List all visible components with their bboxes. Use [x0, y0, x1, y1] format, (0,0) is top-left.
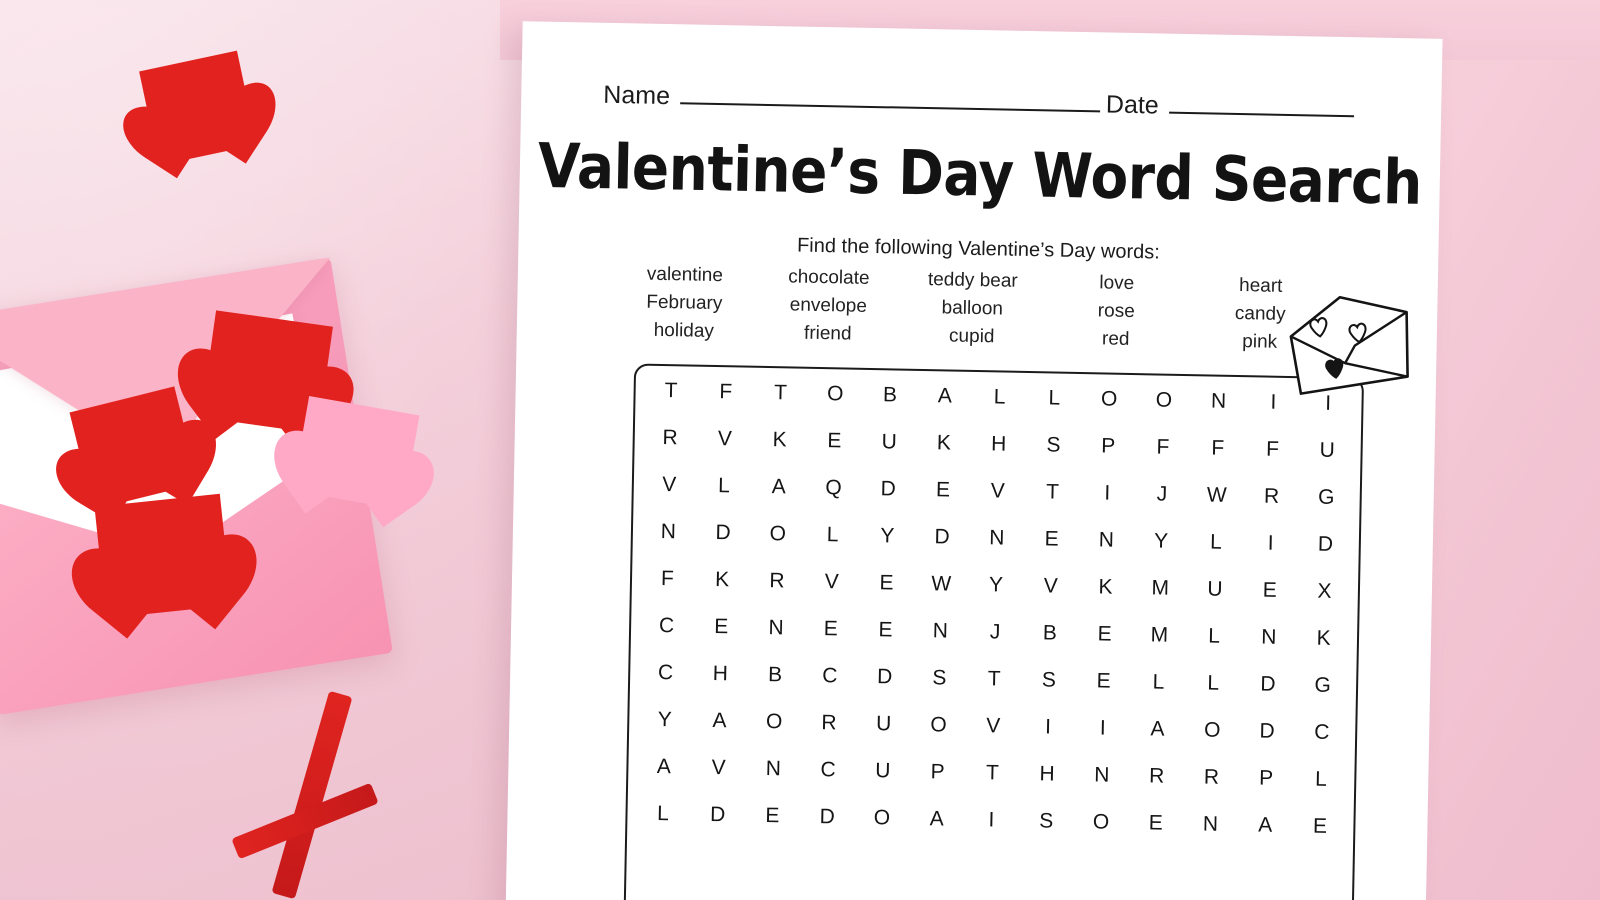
grid-cell[interactable]: A [771, 475, 786, 499]
grid-cell[interactable]: D [934, 525, 950, 549]
word-list [612, 263, 1333, 355]
grid-cell[interactable]: U [875, 712, 892, 736]
grid-cell[interactable]: O [873, 806, 891, 830]
name-label: Name [603, 80, 671, 111]
grid-cell[interactable]: I [1044, 715, 1052, 739]
grid-cell[interactable]: A [1258, 813, 1273, 837]
word-item: love [1099, 272, 1135, 295]
grid-cell[interactable]: N [1094, 763, 1110, 787]
grid-cell[interactable]: O [765, 710, 783, 734]
decorative-heart-small [139, 51, 257, 166]
grid-cell[interactable]: K [1316, 626, 1331, 650]
grid-cell[interactable]: K [1098, 575, 1113, 599]
word-item: envelope [789, 294, 868, 317]
grid-cell[interactable]: O [826, 382, 844, 406]
grid-cell[interactable]: Y [880, 524, 895, 548]
grid-cell[interactable]: B [882, 383, 898, 407]
grid-cell[interactable]: O [1203, 718, 1221, 742]
grid-cell[interactable]: E [935, 478, 951, 502]
name-write-line[interactable] [680, 101, 1100, 112]
grid-cell[interactable]: F [719, 380, 733, 404]
grid-cell[interactable]: Y [657, 707, 672, 732]
grid-cell[interactable]: V [824, 570, 839, 594]
grid-cell[interactable]: C [657, 660, 674, 685]
grid-cell[interactable]: I [1270, 390, 1277, 414]
instructions: Find the following Valentine’s Day words: [796, 234, 1161, 264]
grid-cell[interactable]: E [1148, 811, 1163, 835]
grid-cell[interactable]: O [1100, 387, 1118, 411]
grid-cell[interactable]: S [1038, 809, 1054, 833]
grid-cell[interactable]: D [880, 477, 897, 501]
grid-cell[interactable]: N [932, 619, 949, 643]
grid-cell[interactable]: A [1150, 717, 1165, 741]
word-item: candy [1234, 302, 1286, 325]
grid-cell[interactable]: D [819, 805, 835, 829]
grid-cell[interactable]: L [1208, 624, 1221, 648]
grid-cell[interactable]: D [1317, 532, 1334, 556]
grid-cell[interactable]: T [664, 379, 678, 403]
grid-cell[interactable]: N [765, 757, 782, 781]
grid-cell[interactable]: L [993, 385, 1006, 409]
envelope-with-hearts-doodle [1278, 281, 1428, 414]
grid-cell[interactable]: E [879, 571, 894, 595]
date-label: Date [1105, 90, 1159, 120]
grid-cell[interactable]: C [1314, 720, 1330, 744]
grid-cell[interactable]: S [1046, 433, 1061, 457]
word-item: teddy bear [927, 269, 1018, 292]
grid-cell[interactable]: P [1100, 434, 1116, 458]
grid-cell[interactable]: I [1324, 391, 1332, 415]
grid-cell[interactable]: R [1263, 484, 1280, 508]
grid-cell[interactable]: C [820, 758, 836, 782]
grid-cell[interactable]: U [1319, 438, 1336, 462]
grid-cell[interactable]: H [990, 432, 1007, 456]
word-item: pink [1242, 331, 1278, 353]
word-item: cupid [948, 325, 995, 348]
grid-cell[interactable]: V [986, 714, 1001, 738]
grid-cell[interactable]: U [881, 430, 897, 454]
grid-cell[interactable]: G [1317, 485, 1335, 509]
grid-cell[interactable]: L [1152, 670, 1165, 694]
grid-cell[interactable]: D [1260, 672, 1276, 696]
worksheet-paper [505, 21, 1442, 900]
grid-cell[interactable]: E [1312, 814, 1328, 838]
grid-cell[interactable]: G [1314, 673, 1332, 697]
grid-cell[interactable]: Y [1153, 529, 1169, 553]
grid-cell[interactable]: A [712, 709, 727, 733]
word-item: red [1101, 328, 1130, 350]
grid-cell[interactable]: E [1044, 527, 1059, 551]
grid-cell[interactable]: R [821, 711, 837, 735]
grid-cell[interactable]: V [990, 479, 1006, 503]
grid-cell[interactable]: E [1262, 578, 1278, 602]
grid-cell[interactable]: D [1259, 719, 1275, 743]
date-write-line[interactable] [1169, 111, 1354, 118]
grid-cell[interactable]: U [875, 759, 891, 783]
grid-cell[interactable]: D [876, 665, 893, 689]
grid-cell[interactable]: L [1048, 386, 1061, 410]
grid-cell[interactable]: F [1211, 436, 1225, 460]
grid-cell[interactable]: U [1207, 577, 1223, 601]
grid-cell[interactable]: A [937, 384, 953, 408]
grid-cell[interactable]: D [715, 521, 731, 545]
word-item: chocolate [787, 266, 870, 289]
grid-cell[interactable]: P [1258, 766, 1274, 790]
grid-cell[interactable]: L [1209, 530, 1222, 554]
grid-cell[interactable]: J [1156, 482, 1168, 506]
grid-cell[interactable]: Y [988, 573, 1004, 597]
grid-cell[interactable]: L [826, 523, 839, 547]
grid-cell[interactable]: L [717, 474, 731, 498]
grid-cell[interactable]: E [827, 429, 842, 453]
grid-cell[interactable]: W [1206, 483, 1227, 507]
grid-cell[interactable]: T [1045, 480, 1060, 504]
grid-cell[interactable]: S [932, 666, 947, 690]
word-item: rose [1097, 300, 1135, 323]
word-item: February [646, 291, 723, 315]
grid-cell[interactable]: I [1267, 531, 1274, 555]
grid-cell[interactable]: R [769, 569, 785, 593]
grid-cell[interactable]: A [929, 807, 944, 831]
grid-cell[interactable]: L [1207, 671, 1220, 695]
decorative-heart-pink [293, 396, 420, 510]
grid-cell[interactable]: N [1098, 528, 1115, 552]
grid-cell[interactable]: N [1210, 389, 1227, 413]
grid-cell[interactable]: T [773, 381, 788, 405]
word-item: friend [803, 322, 852, 345]
grid-cell[interactable]: K [772, 428, 787, 452]
page-title: Valentine’s Day Word Search [537, 129, 1423, 219]
grid-cell[interactable]: N [1261, 625, 1277, 649]
grid-cell[interactable]: E [1096, 669, 1111, 693]
grid-cell[interactable]: I [1104, 481, 1111, 505]
grid-cell[interactable]: H [712, 662, 729, 686]
grid-cell[interactable]: S [1041, 668, 1057, 692]
word-item: holiday [653, 319, 715, 342]
grid-cell[interactable]: F [1265, 437, 1280, 461]
grid-cell[interactable]: V [711, 756, 726, 780]
grid-cell[interactable]: T [987, 667, 1001, 691]
grid-cell[interactable]: X [1317, 579, 1332, 603]
word-item: balloon [941, 297, 1004, 320]
grid-cell[interactable]: K [936, 431, 952, 455]
grid-cell[interactable]: N [1202, 812, 1219, 836]
word-item: heart [1238, 275, 1283, 297]
grid-cell[interactable]: L [1314, 767, 1327, 791]
grid-cell[interactable]: O [1155, 388, 1173, 412]
grid-cell[interactable]: R [1148, 764, 1165, 788]
grid-cell[interactable]: M [1151, 576, 1170, 600]
grid-cell[interactable]: F [1156, 435, 1170, 459]
grid-cell[interactable]: B [1042, 621, 1058, 645]
grid-cell[interactable]: B [767, 663, 783, 687]
grid-cell[interactable]: D [709, 802, 726, 827]
grid-cell[interactable]: O [769, 522, 787, 546]
grid-cell[interactable]: P [930, 760, 945, 784]
decorative-heart-red-3 [94, 494, 231, 619]
grid-cell[interactable]: I [988, 808, 995, 832]
grid-cell[interactable]: I [1099, 716, 1106, 740]
grid-cell[interactable]: F [660, 567, 675, 591]
grid-cell[interactable]: J [989, 620, 1001, 644]
grid-cell[interactable]: N [660, 519, 677, 544]
grid-cell[interactable]: E [878, 618, 893, 642]
grid-cell[interactable]: V [1043, 574, 1058, 598]
grid-cell[interactable]: E [823, 617, 839, 641]
grid-cell[interactable]: E [765, 804, 780, 828]
grid-cell[interactable]: E [714, 615, 729, 639]
grid-cell[interactable]: K [714, 568, 730, 592]
grid-cell[interactable]: R [662, 426, 678, 450]
grid-cell[interactable]: N [989, 526, 1005, 550]
grid-cell[interactable]: W [931, 572, 952, 596]
grid-cell[interactable]: V [662, 473, 677, 497]
grid-cell[interactable]: O [930, 713, 947, 737]
grid-cell[interactable]: T [985, 761, 1000, 785]
grid-cell[interactable]: A [656, 754, 672, 779]
name-date-row [603, 81, 1373, 125]
word-search-grid[interactable] [635, 379, 1355, 840]
grid-cell[interactable]: H [1039, 762, 1055, 786]
grid-cell[interactable]: V [717, 427, 733, 451]
grid-cell[interactable]: Q [825, 476, 842, 500]
grid-cell[interactable]: C [658, 613, 675, 638]
grid-cell[interactable]: M [1150, 623, 1169, 647]
grid-cell[interactable]: O [1092, 810, 1110, 834]
grid-cell[interactable]: L [656, 801, 669, 826]
grid-cell[interactable]: R [1203, 765, 1220, 789]
grid-cell[interactable]: C [822, 664, 838, 688]
grid-cell[interactable]: E [1097, 622, 1112, 646]
grid-cell[interactable]: N [768, 616, 784, 640]
word-item: valentine [646, 263, 724, 287]
